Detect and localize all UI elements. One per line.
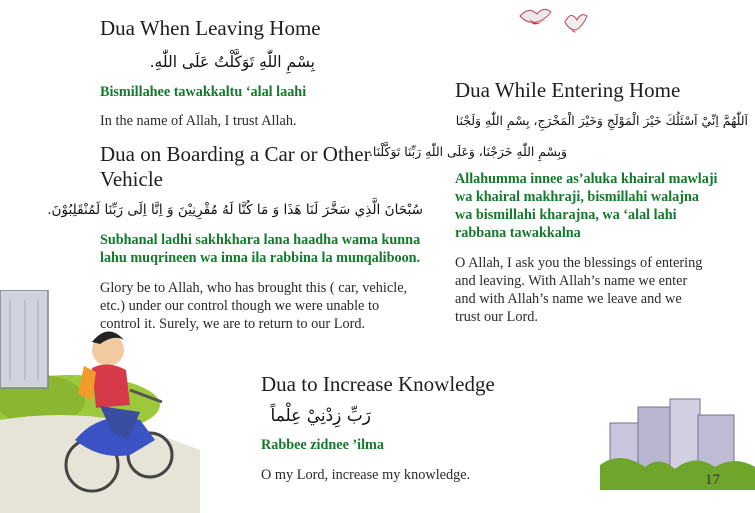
boarding-vehicle-arabic: سُبْحَانَ الَّذِي سَخَّرَ لَنَا هَذَا وَ مَا كُنَّا لَهُ مُقْرِنِيْنَ وَ اِنَّا اِلَى رَبِّنَا لَمُنْقَلِبُوْنَ. bbox=[47, 202, 423, 218]
entering-home-translation-line3: and with Allah’s name we leave and we bbox=[455, 291, 682, 307]
boarding-vehicle-translation-line2: etc.) under our control though we were unable to bbox=[100, 298, 380, 314]
knowledge-transliteration: Rabbee zidnee ’ilma bbox=[261, 437, 384, 453]
boarding-vehicle-transliteration-line1: Subhanal ladhi sakhkhara lana haadha wama kunna bbox=[100, 232, 421, 248]
city-buildings-illustration bbox=[600, 395, 755, 490]
entering-home-arabic-line1: اَللّٰهُمَّ اِنِّيْ اَسْئَلُكَ خَيْرَ الْمَوْلَجِ وَخَيْرَ الْمَخْرَجِ، بِسْمِ اللّٰهِ وَلَجْنَا bbox=[455, 113, 748, 128]
entering-home-transliteration-line4: rabbana tawakkalna bbox=[455, 225, 581, 241]
entering-home-heading: Dua While Entering Home bbox=[455, 78, 681, 102]
page-number: 17 bbox=[705, 472, 720, 488]
bird-icon bbox=[565, 15, 587, 33]
birds-illustration bbox=[515, 4, 595, 44]
entering-home-translation-line4: trust our Lord. bbox=[455, 309, 538, 325]
leaving-home-translation: In the name of Allah, I trust Allah. bbox=[100, 113, 297, 129]
knowledge-arabic: رَبِّ زِدْنِيْ عِلْماً bbox=[270, 406, 371, 426]
entering-home-transliteration-line3: wa bismillahi kharajna, wa ‘alal lahi bbox=[455, 207, 677, 223]
entering-home-arabic-line2: وَبِسْمِ اللّٰهِ خَرَجْنَا، وَعَلَى اللّٰهِ رَبِّنَا تَوَكَّلْنَا. bbox=[368, 144, 567, 159]
boarding-vehicle-heading-line1: Dua on Boarding a Car or Other bbox=[100, 142, 371, 166]
entering-home-transliteration-line2: wa khairal makhraji, bismillahi walajna bbox=[455, 189, 699, 205]
bird-icon bbox=[520, 9, 551, 24]
boarding-vehicle-translation-line3: control it. Surely, we are to return to our Lord. bbox=[100, 316, 366, 332]
knowledge-heading: Dua to Increase Knowledge bbox=[261, 372, 495, 396]
boarding-vehicle-transliteration-line2: lahu muqrineen wa inna ila rabbina la munqaliboon. bbox=[100, 250, 421, 266]
knowledge-translation: O my Lord, increase my knowledge. bbox=[261, 467, 471, 483]
boarding-vehicle-translation-line1: Glory be to Allah, who has brought this ( car, vehicle, bbox=[100, 280, 408, 296]
entering-home-transliteration-line1: Allahumma innee as’aluka khairal mawlaji bbox=[455, 171, 718, 187]
entering-home-translation-line2: and leaving. With Allah’s name we enter bbox=[455, 273, 688, 289]
boarding-vehicle-heading-line2: Vehicle bbox=[100, 167, 163, 191]
leaving-home-transliteration: Bismillahee tawakkaltu ‘alal laahi bbox=[100, 84, 307, 100]
leaving-home-arabic: بِسْمِ اللّٰهِ تَوَكَّلْتُ عَلَى اللّٰهِ. bbox=[149, 53, 315, 71]
leaving-home-heading: Dua When Leaving Home bbox=[100, 16, 321, 40]
entering-home-translation-line1: O Allah, I ask you the blessings of entering bbox=[455, 255, 703, 271]
